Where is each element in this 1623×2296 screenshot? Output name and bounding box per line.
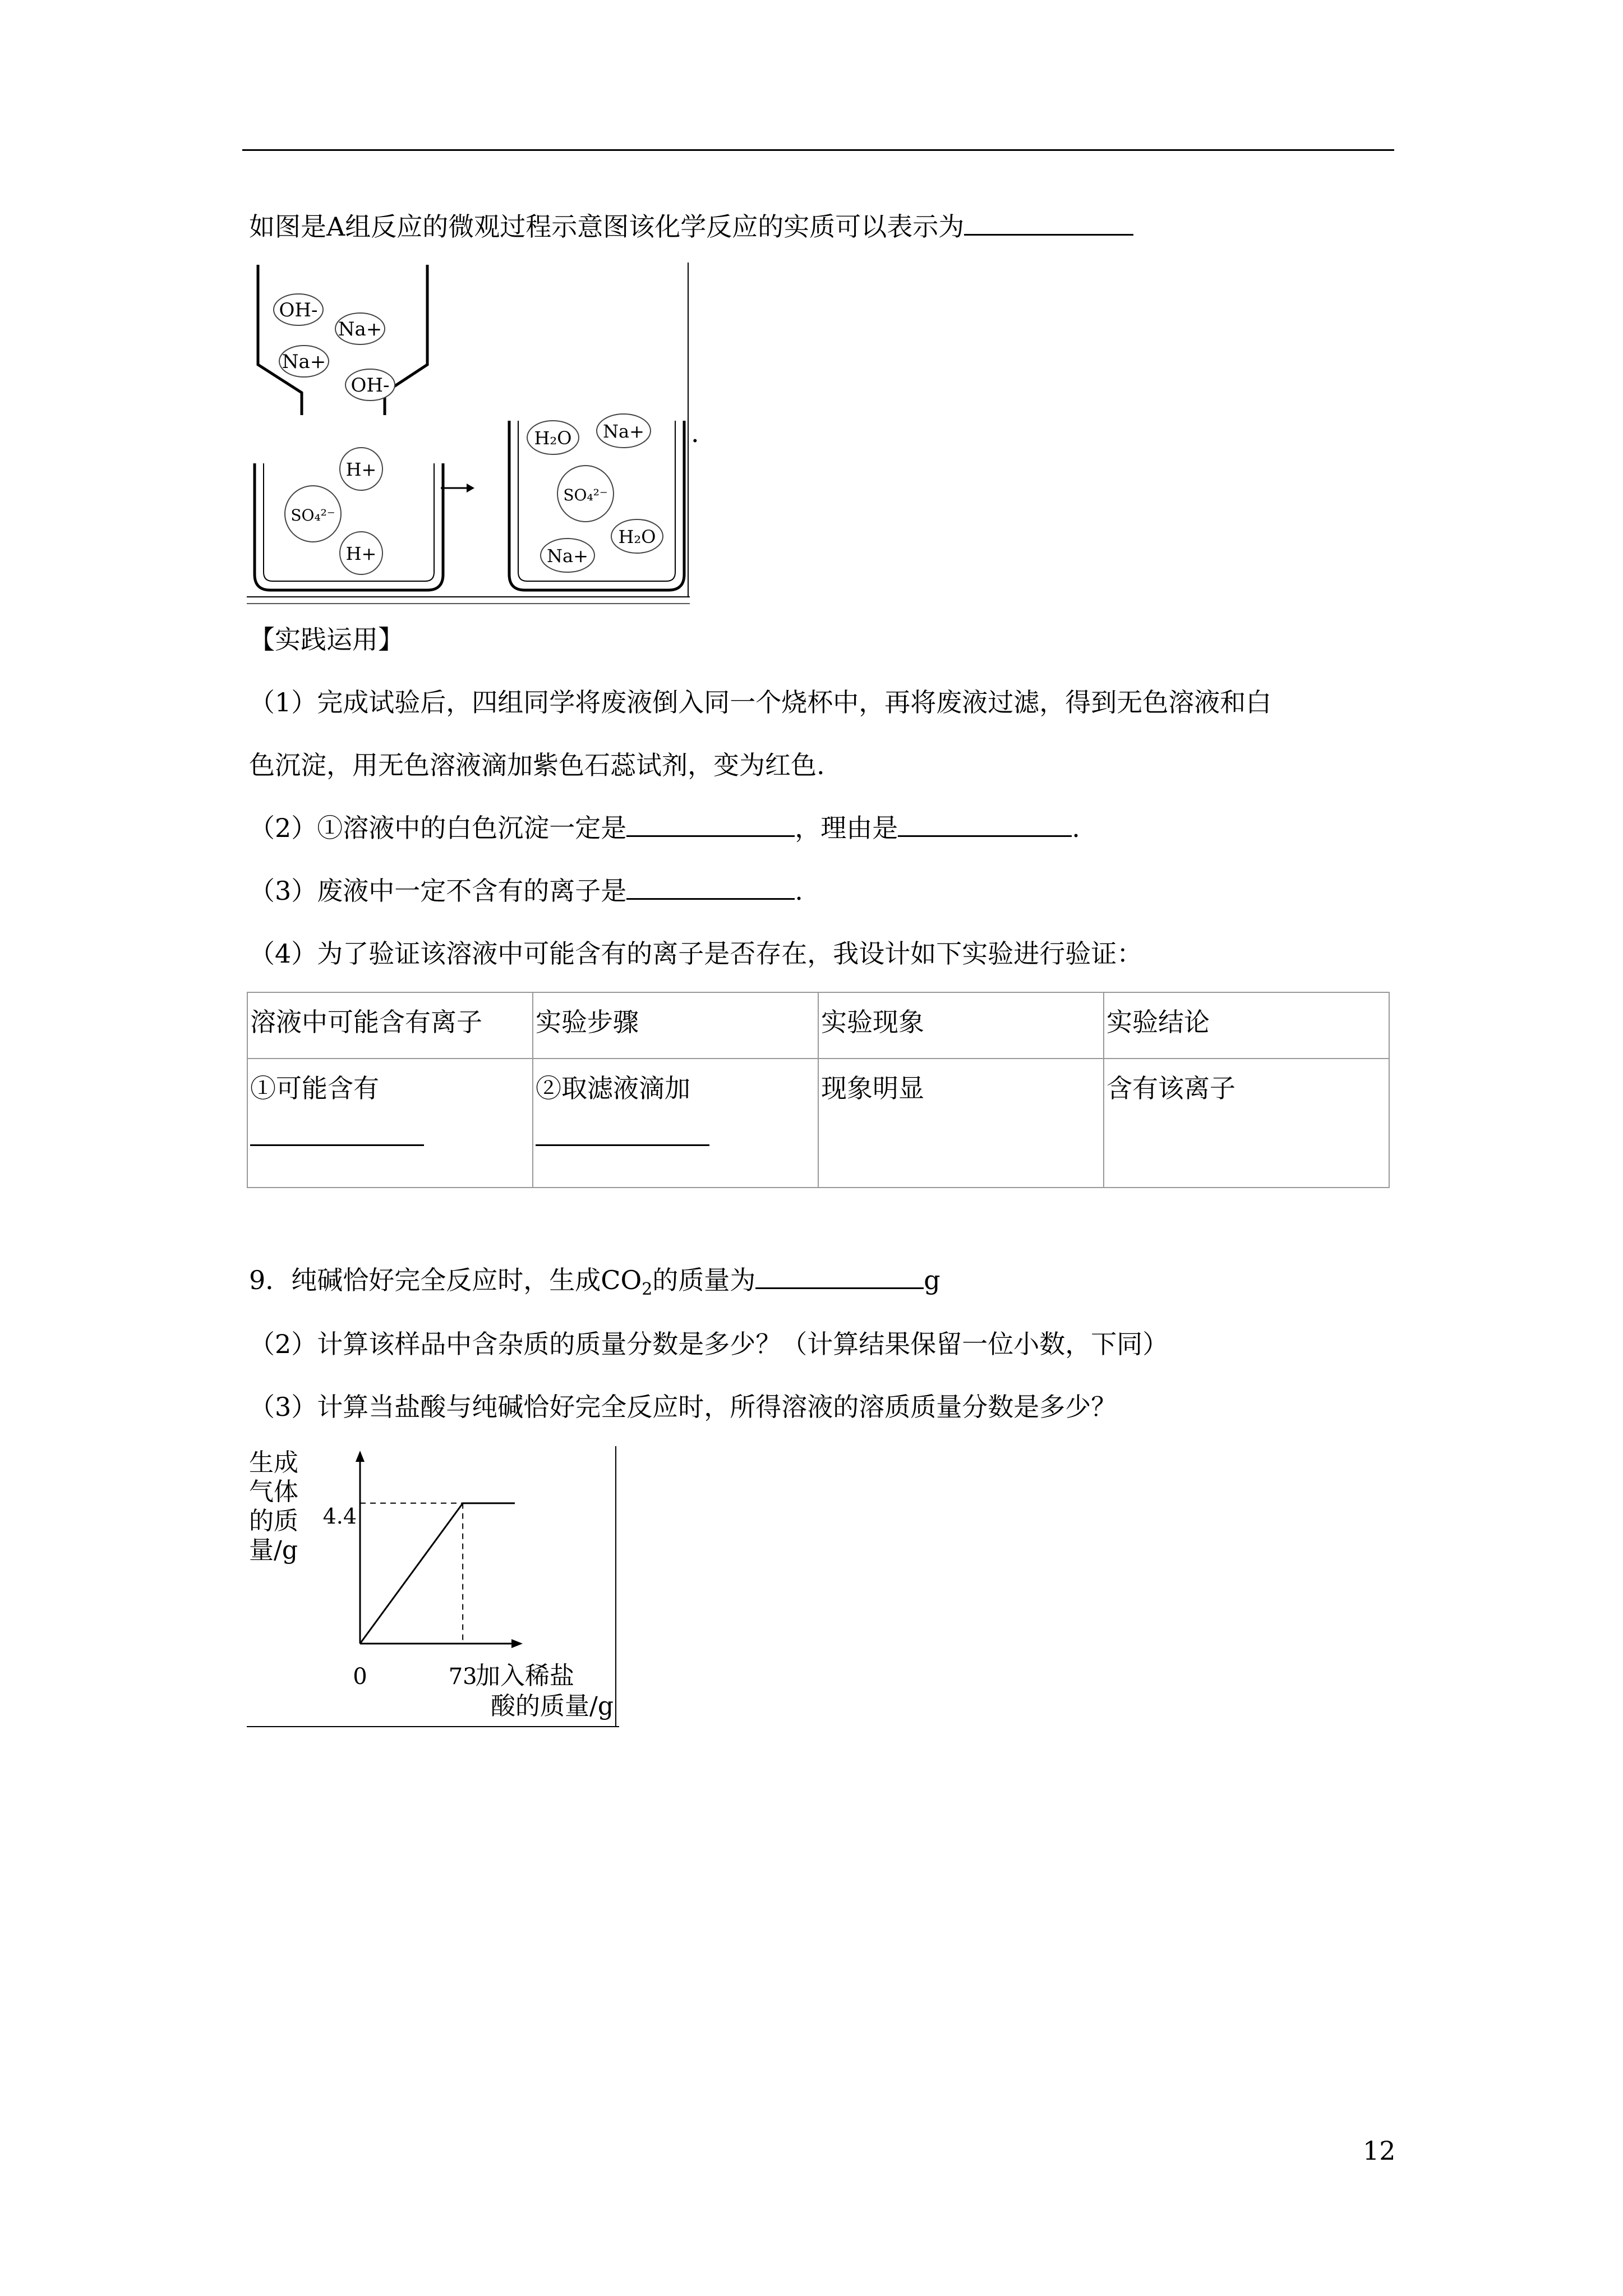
practice-p2-b: ，理由是 [795, 813, 898, 843]
reason-blank[interactable] [898, 813, 1072, 837]
practice-p1-line1: （1）完成试验后，四组同学将废液倒入同一个烧杯中，再将废液过滤，得到无色溶液和白 [249, 687, 1272, 717]
question-9 [249, 1263, 940, 1306]
table-row [247, 1059, 1389, 1188]
x-label-line-1: 加入稀盐 [476, 1662, 574, 1690]
diagram-period: . [691, 418, 699, 448]
ion-h-1 [340, 448, 382, 490]
ion-na-1 [335, 313, 385, 344]
ion-so4-right [557, 466, 614, 522]
ion-na-3 [597, 414, 651, 448]
practice-p2 [249, 811, 1080, 845]
table-header-cell: 溶液中可能含有离子 [247, 992, 533, 1059]
svg-text:H₂O: H₂O [618, 526, 656, 547]
experiment-table [247, 992, 1390, 1188]
series-line [360, 1503, 515, 1644]
table-cell-phenomenon: 现象明显 [818, 1059, 1104, 1188]
q9-text-a: 9．纯碱恰好完全反应时，生成CO [249, 1265, 642, 1295]
co2-mass-blank[interactable] [755, 1265, 924, 1289]
table-cell-possible-ion [247, 1059, 533, 1188]
practice-p2-a: （2）①溶液中的白色沉淀一定是 [249, 813, 627, 843]
y-label-line-4: 量/g [249, 1536, 298, 1565]
practice-p1-line2: 色沉淀，用无色溶液滴加紫色石蕊试剂，变为红色. [249, 750, 825, 780]
q9-part-2: （2）计算该样品中含杂质的质量分数是多少？（计算结果保留一位小数，下同） [249, 1329, 1169, 1359]
practice-p2-end: . [1072, 813, 1080, 843]
question-a-text: 如图是A组反应的微观过程示意图该化学反应的实质可以表示为 [249, 211, 965, 242]
y-label-line-1: 生成 [249, 1448, 298, 1477]
precipitate-blank[interactable] [626, 813, 795, 837]
practice-heading: 【实践运用】 [249, 624, 404, 655]
reagent-blank[interactable] [536, 1144, 709, 1146]
y-label-line-2: 气体 [249, 1478, 298, 1506]
header-rule [242, 149, 1394, 151]
possible-ion-blank[interactable] [250, 1144, 424, 1146]
table-header-cell: 实验步骤 [533, 992, 818, 1059]
svg-text:SO₄²⁻: SO₄²⁻ [563, 486, 608, 504]
svg-text:OH-: OH- [279, 299, 318, 321]
ion-na-2 [279, 346, 329, 377]
practice-p3-a: （3）废液中一定不含有的离子是 [249, 876, 627, 906]
svg-text:OH-: OH- [351, 374, 390, 397]
practice-p3 [249, 874, 803, 908]
reaction-diagram [247, 259, 695, 607]
q9-part-3: （3）计算当盐酸与纯碱恰好完全反应时，所得溶液的溶质质量分数是多少？ [249, 1392, 1117, 1422]
practice-p3-end: . [795, 876, 803, 906]
page-number: 12 [1363, 2136, 1396, 2166]
y-axis-arrow [356, 1451, 365, 1462]
table-cell-step [533, 1059, 818, 1188]
table-cell-text: ①可能含有 [250, 1073, 379, 1103]
question-a [249, 210, 1133, 243]
svg-text:Na+: Na+ [603, 421, 644, 442]
q9-subscript: 2 [642, 1280, 653, 1300]
table-cell-text: ②取滤液滴加 [536, 1073, 690, 1103]
y-tick-label: 4.4 [322, 1504, 357, 1529]
table-header-row [247, 992, 1389, 1059]
ion-oh-2 [345, 369, 395, 401]
svg-text:Na+: Na+ [547, 545, 588, 567]
molecule-h2o-2 [611, 519, 663, 553]
answer-blank[interactable] [964, 211, 1133, 236]
ion-h-2 [340, 532, 382, 574]
svg-text:Na+: Na+ [338, 318, 382, 341]
gas-mass-chart [247, 1442, 623, 1733]
table-cell-conclusion: 含有该离子 [1104, 1059, 1389, 1188]
svg-text:SO₄²⁻: SO₄²⁻ [291, 506, 335, 524]
svg-text:H+: H+ [345, 459, 377, 480]
ion-oh-1 [274, 294, 323, 325]
x-label-line-2: 酸的质量/g [491, 1692, 614, 1720]
q9-unit: g [924, 1265, 940, 1295]
x-tick-label: 73 [448, 1664, 477, 1690]
molecule-h2o-1 [527, 421, 579, 454]
y-label-line-3: 的质 [249, 1507, 298, 1535]
table-header-cell: 实验结论 [1104, 992, 1389, 1059]
svg-text:H₂O: H₂O [534, 427, 572, 449]
q9-text-b: 的质量为 [652, 1265, 756, 1295]
svg-text:H+: H+ [345, 543, 377, 564]
ion-so4-left [285, 486, 341, 542]
table-header-cell: 实验现象 [818, 992, 1104, 1059]
x-origin-label: 0 [353, 1664, 367, 1690]
practice-p4: （4）为了验证该溶液中可能含有的离子是否存在，我设计如下实验进行验证： [249, 938, 1143, 969]
ion-blank[interactable] [626, 876, 795, 900]
x-axis-arrow [511, 1639, 523, 1648]
ion-na-4 [541, 539, 594, 572]
svg-text:Na+: Na+ [282, 351, 326, 373]
